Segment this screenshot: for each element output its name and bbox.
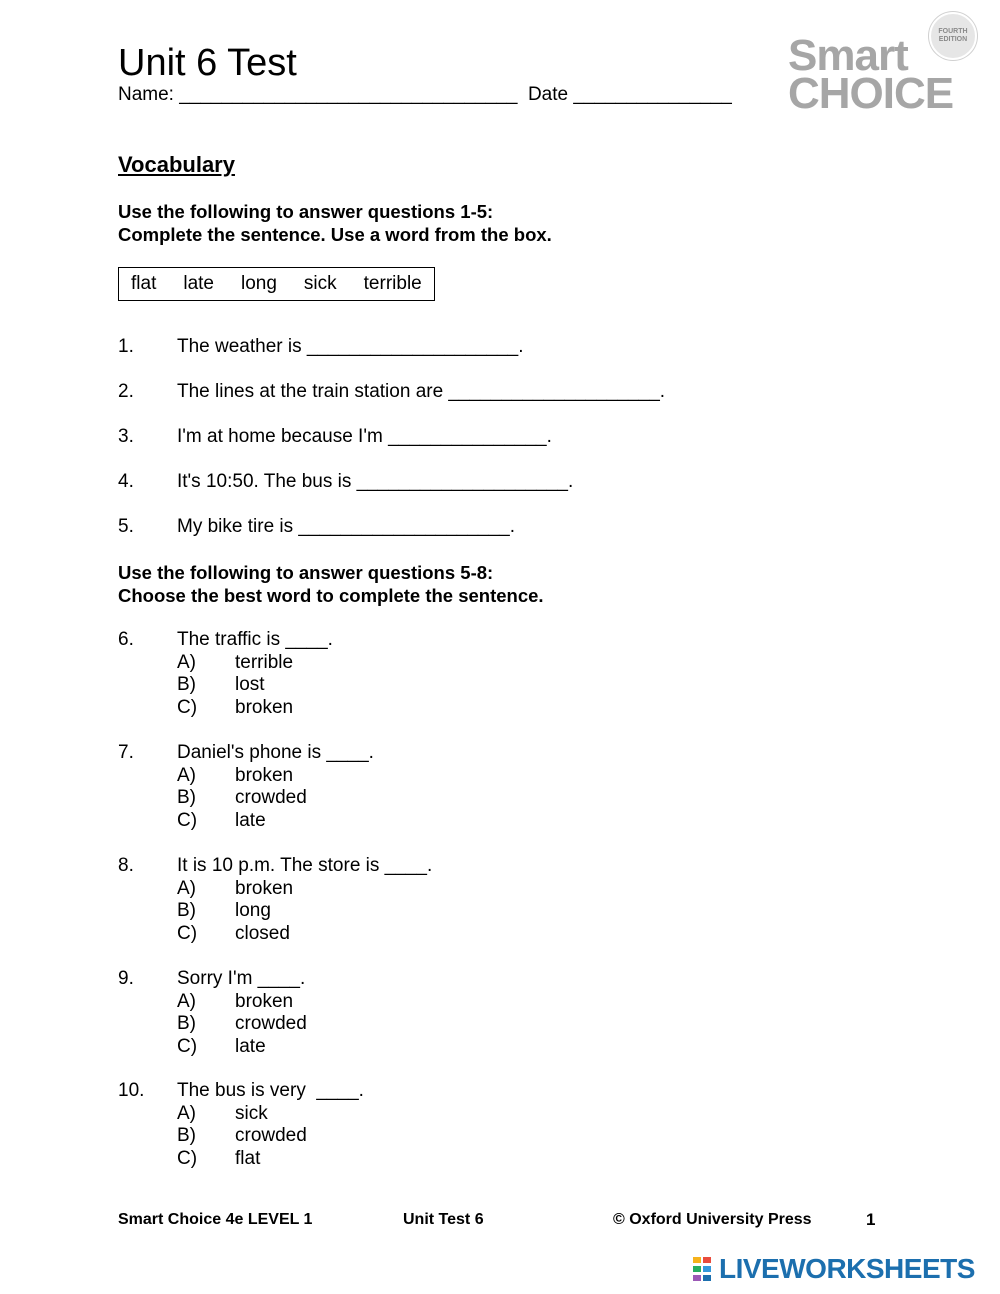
question-number: 6.: [118, 629, 134, 650]
question-8: [0, 855, 1000, 947]
option-letter[interactable]: B): [177, 1125, 196, 1146]
option-text[interactable]: lost: [235, 674, 265, 695]
option-letter[interactable]: A): [177, 990, 196, 1012]
fourth-edition-badge: [929, 12, 977, 60]
option-text[interactable]: sick: [235, 1102, 268, 1124]
option-text[interactable]: late: [235, 1035, 266, 1057]
page-number: 1: [866, 1210, 876, 1229]
option-letter[interactable]: A): [177, 651, 196, 673]
badge-line-1: FOURTH: [938, 28, 968, 35]
option-text[interactable]: long: [235, 900, 271, 921]
question-number: 10.: [118, 1080, 145, 1101]
option-text[interactable]: broken: [235, 696, 294, 718]
part2-instruction-1: Use the following to answer questions 5-8:: [118, 562, 494, 583]
option-text[interactable]: closed: [235, 922, 290, 944]
question-4[interactable]: [0, 471, 1000, 495]
question-number: 9.: [118, 968, 134, 989]
question-text: It is 10 p.m. The store is ____.: [177, 855, 433, 876]
option-letter[interactable]: C): [177, 922, 198, 944]
option-letter[interactable]: A): [177, 877, 196, 899]
word-box-item: late: [183, 273, 214, 294]
option-text[interactable]: terrible: [235, 651, 294, 673]
question-9: [0, 968, 1000, 1060]
question-6: [0, 629, 1000, 721]
question-2[interactable]: [0, 381, 1000, 405]
option-text[interactable]: flat: [235, 1147, 261, 1169]
question-number: 2.: [118, 381, 134, 402]
option-letter[interactable]: C): [177, 696, 198, 718]
option-letter[interactable]: B): [177, 1013, 196, 1034]
question-number: 3.: [118, 426, 134, 447]
part1-instruction-2: Complete the sentence. Use a word from the box.: [118, 224, 552, 245]
part2-instruction-2: Choose the best word to complete the sentence.: [118, 585, 544, 606]
option-text[interactable]: crowded: [235, 787, 307, 808]
question-number: 8.: [118, 855, 134, 876]
question-text: Daniel's phone is ____.: [177, 742, 374, 763]
word-box-item: long: [241, 273, 277, 294]
footer-publisher: © Oxford University Press: [613, 1211, 812, 1228]
option-letter[interactable]: C): [177, 809, 198, 831]
liveworksheets-watermark[interactable]: [693, 1254, 988, 1284]
part1-instruction-1: Use the following to answer questions 1-5:: [118, 201, 494, 222]
question-number: 5.: [118, 516, 134, 537]
option-letter[interactable]: A): [177, 1102, 196, 1124]
question-text: The bus is very ____.: [177, 1080, 364, 1101]
date-field[interactable]: _______________: [573, 84, 732, 105]
option-text[interactable]: broken: [235, 764, 294, 786]
option-text[interactable]: broken: [235, 990, 294, 1012]
question-text[interactable]: The weather is ____________________.: [177, 336, 524, 357]
liveworksheets-text: LIVEWORKSHEETS: [719, 1253, 975, 1284]
option-text[interactable]: late: [235, 809, 266, 831]
section-heading: Vocabulary: [118, 152, 235, 177]
question-7: [0, 742, 1000, 834]
question-number: 4.: [118, 471, 134, 492]
badge-line-2: EDITION: [938, 36, 968, 43]
smart-choice-logo: [788, 12, 978, 118]
date-label: Date: [527, 84, 569, 105]
footer-series: Smart Choice 4e LEVEL 1: [118, 1211, 313, 1228]
option-text[interactable]: crowded: [235, 1125, 307, 1146]
footer-test: Unit Test 6: [403, 1211, 484, 1228]
option-letter[interactable]: C): [177, 1147, 198, 1169]
option-letter[interactable]: B): [177, 900, 196, 921]
word-box-item: terrible: [363, 273, 422, 294]
name-date-row: [118, 84, 732, 106]
question-1[interactable]: [0, 336, 1000, 360]
option-letter[interactable]: A): [177, 764, 196, 786]
word-box-item: flat: [131, 273, 157, 294]
liveworksheets-icon: [693, 1257, 713, 1281]
name-field[interactable]: ________________________________: [179, 84, 518, 105]
question-number: 1.: [118, 336, 134, 357]
question-5[interactable]: [0, 516, 1000, 540]
question-text[interactable]: My bike tire is ____________________.: [177, 516, 516, 537]
option-letter[interactable]: B): [177, 787, 196, 808]
option-letter[interactable]: B): [177, 674, 196, 695]
question-text[interactable]: It's 10:50. The bus is ____________________.: [177, 471, 574, 492]
page-title: Unit 6 Test: [118, 42, 297, 84]
question-10: [0, 1080, 1000, 1172]
question-text: The traffic is ____.: [177, 629, 333, 650]
name-label: Name:: [118, 84, 174, 105]
question-text[interactable]: The lines at the train station are ____________________.: [177, 381, 666, 402]
word-box-item: sick: [303, 273, 337, 294]
logo-word-choice: CHOICE: [788, 69, 954, 118]
question-text[interactable]: I'm at home because I'm _______________.: [177, 426, 552, 447]
question-number: 7.: [118, 742, 134, 763]
option-text[interactable]: crowded: [235, 1013, 307, 1034]
question-text: Sorry I'm ____.: [177, 968, 306, 989]
logo-word-smart: Smart: [788, 31, 908, 80]
option-text[interactable]: broken: [235, 877, 294, 899]
option-letter[interactable]: C): [177, 1035, 198, 1057]
question-3[interactable]: [0, 426, 1000, 450]
word-box: [118, 267, 435, 301]
